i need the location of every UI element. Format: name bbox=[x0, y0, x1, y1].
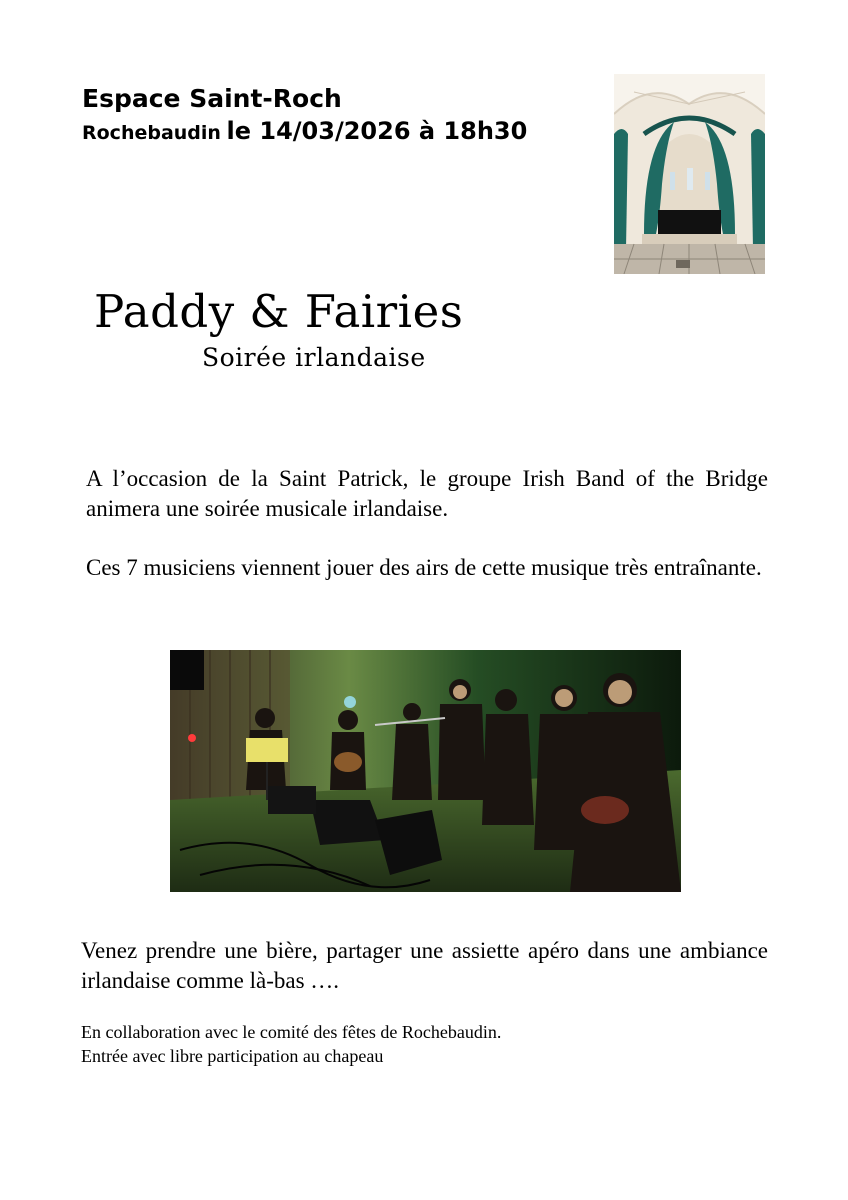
event-subtitle: Soirée irlandaise bbox=[202, 343, 426, 372]
date-line bbox=[82, 116, 527, 149]
musicians-paragraph: Ces 7 musiciens viennent jouer des airs de cette musique très entraînante. bbox=[86, 555, 762, 580]
hall-photo bbox=[614, 74, 765, 274]
event-title: Paddy & Fairies bbox=[94, 285, 464, 338]
invitation-paragraph: Venez prendre une bière, partager une assiette apéro dans une ambiance irlandaise comme là-bas …. bbox=[81, 938, 768, 993]
venue-name: Espace Saint-Roch bbox=[82, 84, 342, 113]
footer-notes bbox=[81, 1020, 501, 1068]
city-name: Rochebaudin bbox=[82, 122, 221, 144]
band-photo bbox=[170, 650, 681, 892]
intro-paragraph: A l’occasion de la Saint Patrick, le groupe Irish Band of the Bridge animera une soirée musicale irlandaise. bbox=[86, 466, 768, 521]
collaboration-line: En collaboration avec le comité des fêtes de Rochebaudin. bbox=[81, 1022, 502, 1042]
entry-line: Entrée avec libre participation au chapeau bbox=[81, 1046, 384, 1066]
event-datetime: le 14/03/2026 à 18h30 bbox=[226, 117, 528, 145]
